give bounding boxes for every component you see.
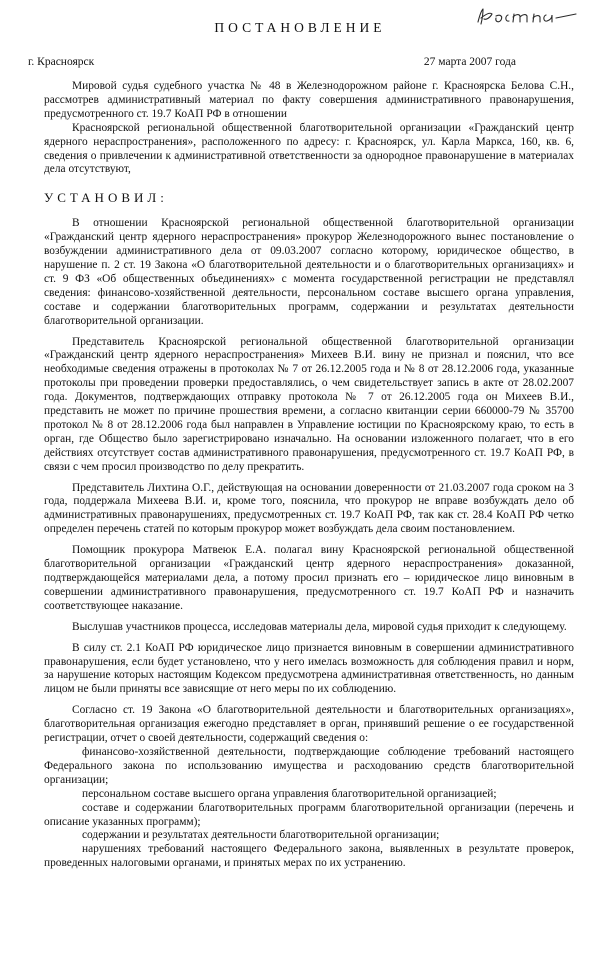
list-item: составе и содержании благотворительных программ благотворительной организации (перечень и описание указанных программ); <box>44 801 574 828</box>
list-item: финансово-хозяйственной деятельности, подтверждающие соблюдение требований настоящего Федерального закона по использованию имущества и расходованию средств благотворительной организации; <box>44 745 574 786</box>
document-title: ПОСТАНОВЛЕНИЕ <box>214 20 386 35</box>
document-place: г. Красноярск <box>28 56 95 68</box>
list-item: нарушениях требований настоящего Федерального закона, выявленных в результате проверок, проведенных налоговыми органами, и принятых мерах по их устранению. <box>44 843 574 870</box>
body-paragraph: В силу ст. 2.1 КоАП РФ юридическое лицо признается виновным в совершении административного правонарушения, если будет установлено, что у него имелась возможность для соблюдения правил и норм, за нарушение которых настоящим Кодексом предусмотрена административная ответственность, но данным лицом не были приняты все зависящие от него меры по их соблюдению. <box>44 641 574 696</box>
body-paragraph: В отношении Красноярской региональной общественной благотворительной организации «Гражданский центр ядерного нераспространения» прокурор Железнодорожного вынес постановление о возбуждении административного дела от 09.03.2007 согласно которому, юридическое общество, в нарушение п. 2 ст. 19 Закона «О благотворительной деятельности и о благотворительных организациях» и ст. 9 ФЗ «Об общественных объединениях» с момента государственной регистрации не представлял сведения: финансово-хозяйственной деятельности, персональном составе высшего органа управления, составе и содержании благотворительных программ, содержании и результатах деятельности благотворительной организации. <box>44 217 574 327</box>
body-paragraph: Представитель Лихтина О.Г., действующая на основании доверенности от 21.03.2007 года сроком на 3 года, поддержала Михеева В.И. и, кроме того, пояснила, что прокурор не вправе возбуждать дело об административных правонарушениях, предусмотренных ст. 19.7 КоАП РФ, так как ст. 28.4 КоАП РФ четко определен перечень статей по которым прокурор может возбуждать дела своим постановлением. <box>44 481 574 536</box>
intro-paragraph: Красноярской региональной общественной благотворительной организации «Гражданский центр ядерного нераспространения», расположенного по адресу: г. Красноярск, ул. Карла Маркса, 160, кв. 6, сведения о привлечении к административной ответственности за однородное правонарушение в материалах дела отсутствуют, <box>44 121 574 176</box>
body-paragraph: Помощник прокурора Матвеюк Е.А. полагал вину Красноярской региональной общественной благотворительной организации «Гражданский центр ядерного нераспространения» доказанной, подтверждающейся материалами дела, а потому просил признать его – юридическое лицо виновным в совершении административного правонарушения, предусмотренного ст. 19.7 КоАП РФ и назначить соответствующее наказание. <box>44 544 574 612</box>
document-date: 27 марта 2007 года <box>423 56 516 68</box>
body-paragraph: Выслушав участников процесса, исследовав материалы дела, мировой судья приходит к следующему. <box>72 620 567 633</box>
body-paragraph: Представитель Красноярской региональной общественной благотворительной организации «Гражданский центр ядерного нераспространения» Михеев В.И. вину не признал и пояснил, что все необходимые сведения отражены в протоколах № 7 от 26.12.2005 года и № 8 от 28.12.2006 года, указанные протоколы при проведении проверки предоставлялись, о чем свидетельствует запись в акте от 28.02.2007 года. Документов, подтверждающих отправку протокола № 7 от 26.12.2005 года он Михеев В.И., представить не может по причине прошествия времени, а согласно квитанции серии 660000-79 № 35700 протокол № 8 от 28.12.2006 года был направлен в Управление юстиции по Красноярскому краю, то есть в орган, где Общество было зарегистрировано изначально. На основании изложенного полагает, что в его действиях отсутствует состав административного правонарушения, предусмотренного ст. 19.7 КоАП РФ, в связи с чем просил производство по делу прекратить. <box>44 335 574 473</box>
document-body <box>44 80 574 871</box>
intro-paragraph: Мировой судья судебного участка № 48 в Железнодорожном районе г. Красноярска Белова С.Н., рассмотрев административный материал по факту совершения административного правонарушения, предусмотренного ст. 19.7 КоАП РФ в отношении <box>44 80 574 120</box>
list-item: содержании и результатах деятельности благотворительной организации; <box>82 829 440 842</box>
list-item: персональном составе высшего органа управления благотворительной организацией; <box>82 787 497 800</box>
section-heading: УСТАНОВИЛ: <box>44 190 168 206</box>
body-paragraph: Согласно ст. 19 Закона «О благотворительной деятельности и благотворительных организациях», благотворительная организация ежегодно представляет в орган, принявший решение о ее государственной регистрации, отчет о своей деятельности, содержащий сведения о: <box>44 704 574 745</box>
